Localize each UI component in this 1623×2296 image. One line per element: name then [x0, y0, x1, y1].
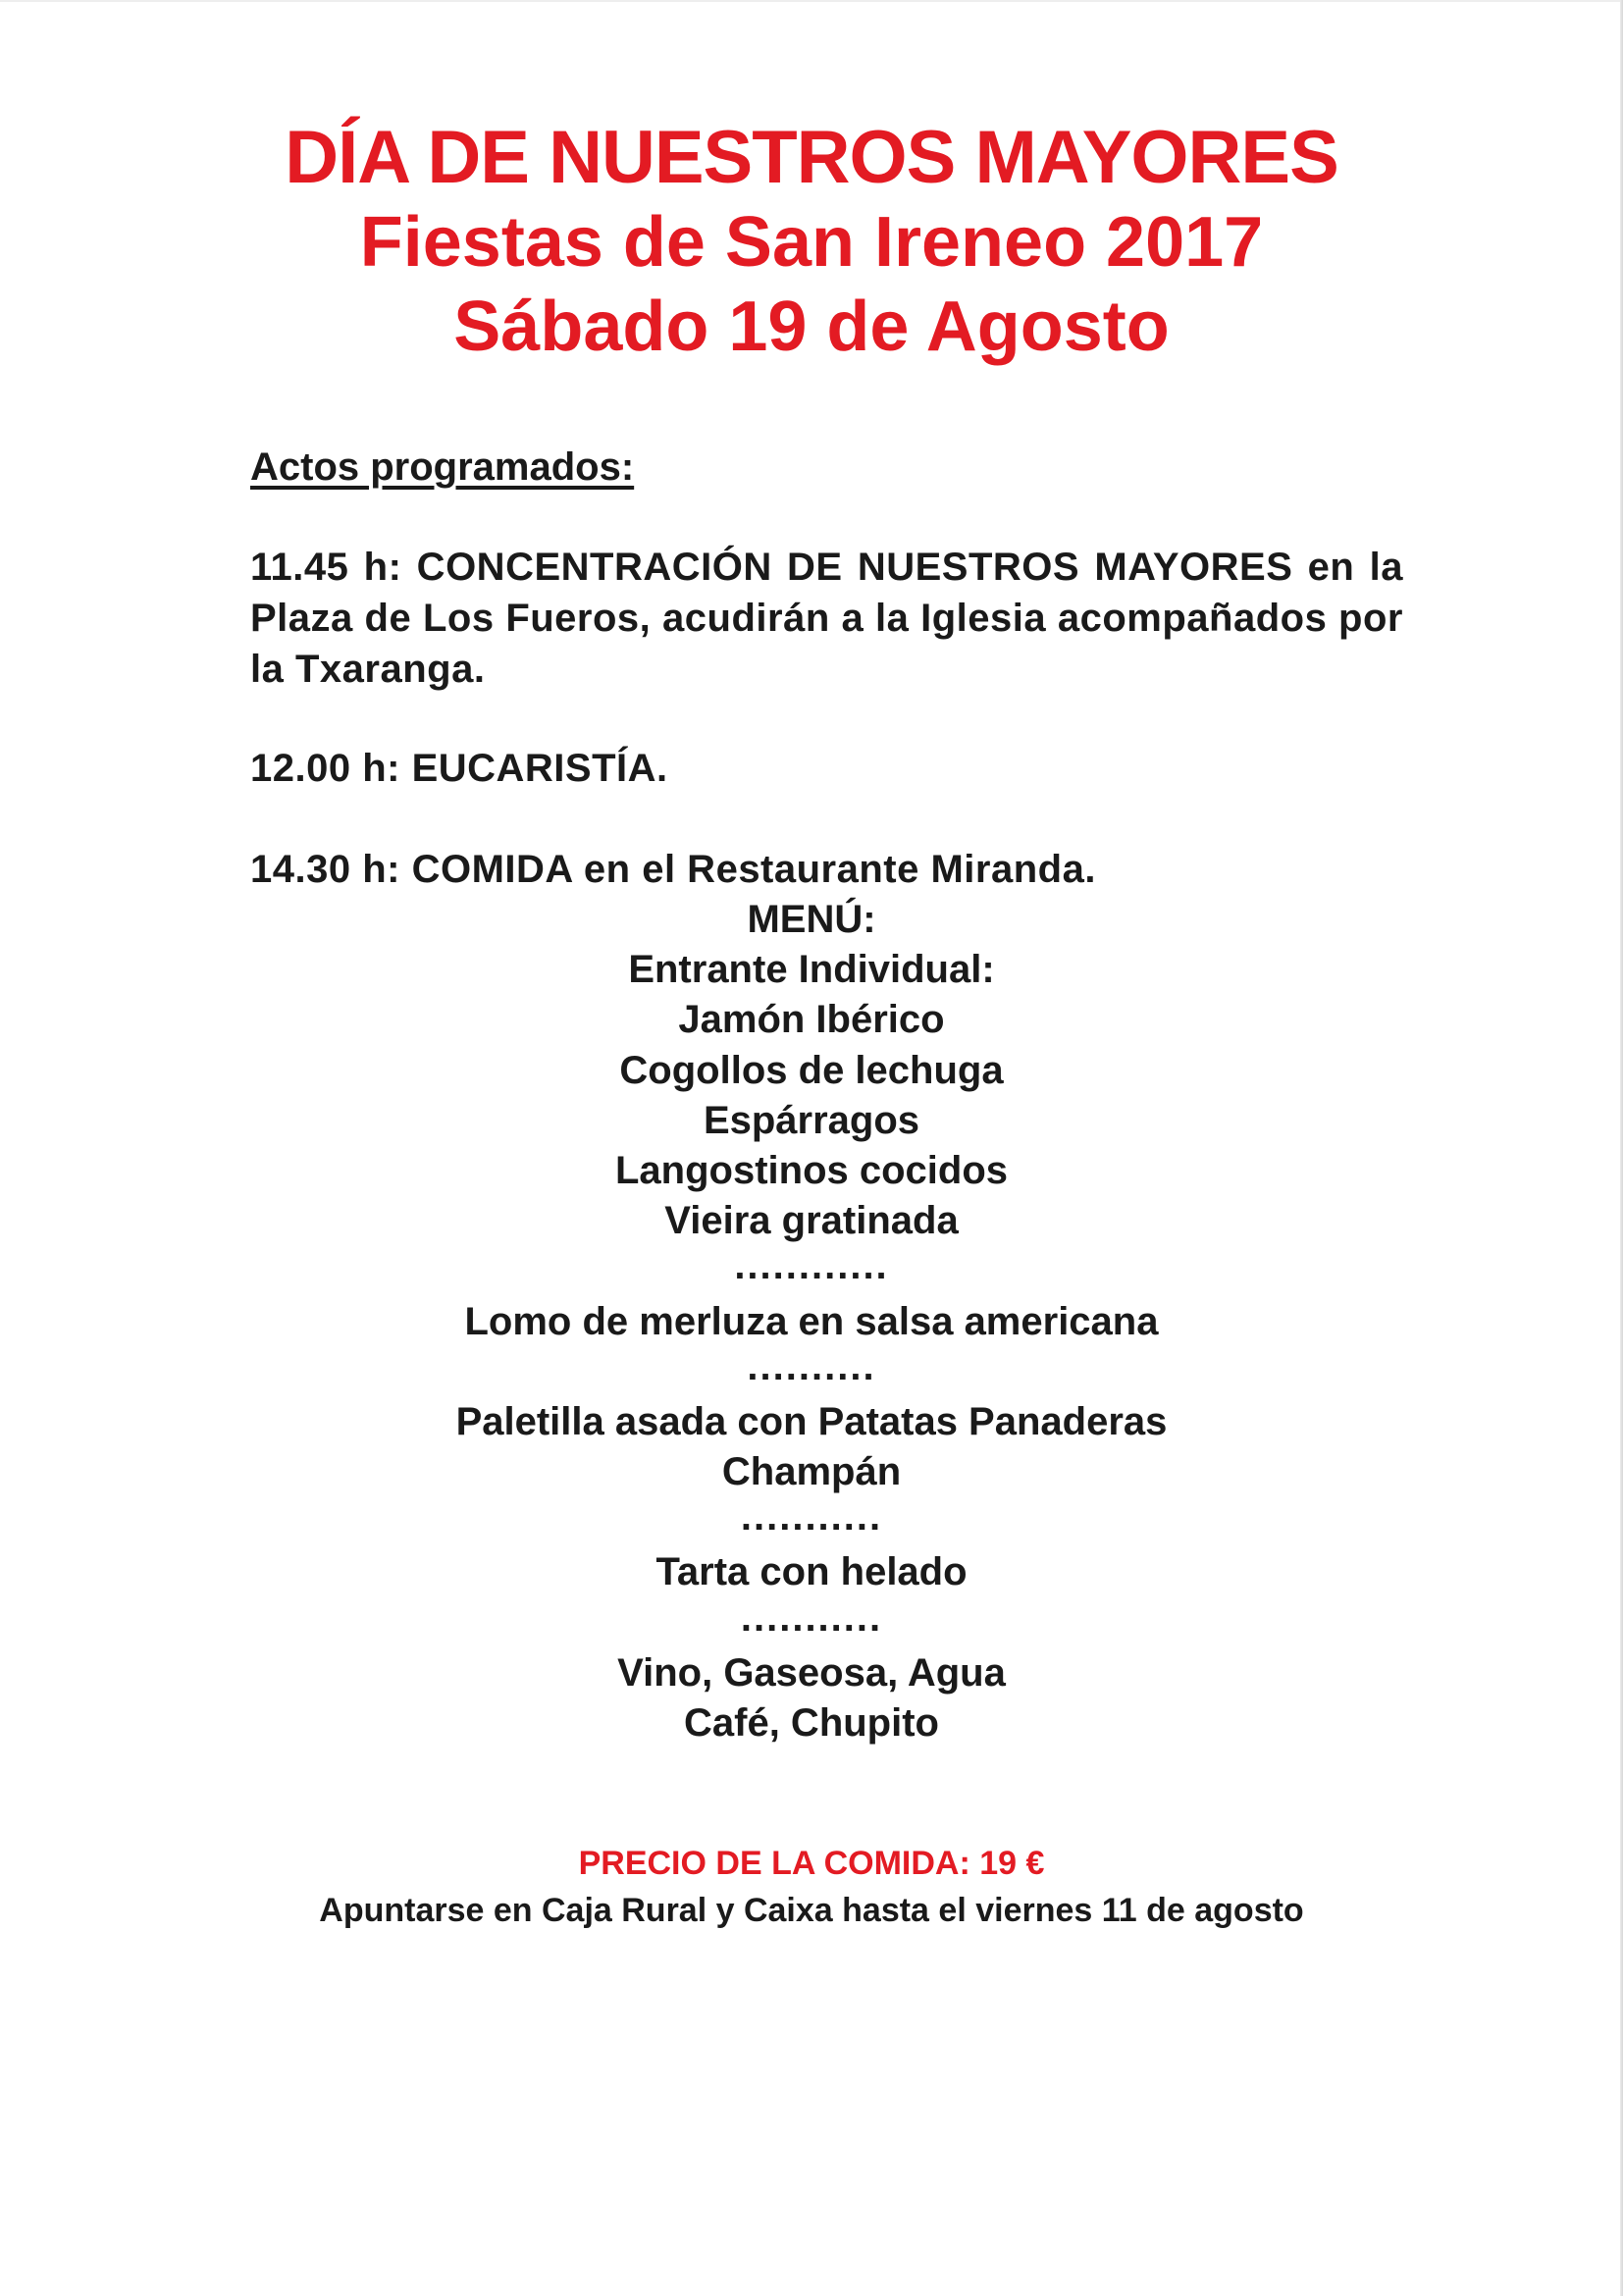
event-eucharist: 12.00 h: EUCARISTÍA. [250, 747, 668, 790]
menu-item: Vieira gratinada [664, 1199, 959, 1243]
program-heading: Actos programados: [250, 445, 635, 489]
subtitle-festival: Fiestas de San Ireneo 2017 [359, 203, 1264, 282]
menu-separator: ........... [740, 1495, 883, 1539]
menu-item: Café, Chupito [684, 1701, 939, 1745]
menu-item: Jamón Ibérico [678, 998, 945, 1042]
menu-block [0, 895, 1623, 1748]
menu-separator: ............ [734, 1244, 889, 1288]
event-concentration: 11.45 h: CONCENTRACIÓN DE NUESTROS MAYORES en la Plaza de Los Fueros, acudirán a la Iglesia acompañados por la Txaranga. [250, 546, 1403, 691]
menu-item: Tarta con helado [655, 1550, 968, 1594]
menu-separator: .......... [747, 1344, 876, 1388]
menu-item: Champán [721, 1450, 902, 1494]
menu-item: Lomo de merluza en salsa americana [464, 1299, 1159, 1343]
menu-item: Langostinos cocidos [614, 1148, 1009, 1192]
meal-price: PRECIO DE LA COMIDA: 19 € [578, 1845, 1045, 1882]
scan-edge-top [0, 0, 1623, 2]
menu-item: Espárragos [703, 1098, 920, 1142]
menu-starter-heading: Entrante Individual: [628, 948, 995, 992]
menu-item: Vino, Gaseosa, Agua [617, 1650, 1006, 1695]
event-lunch: 14.30 h: COMIDA en el Restaurante Miranda. [250, 848, 1096, 891]
title-block [0, 116, 1623, 369]
menu-heading: MENÚ: [747, 898, 876, 941]
subtitle-date: Sábado 19 de Agosto [453, 287, 1170, 366]
menu-item: Paletilla asada con Patatas Panaderas [455, 1399, 1168, 1443]
main-title: DÍA DE NUESTROS MAYORES [285, 116, 1338, 199]
signup-note: Apuntarse en Caja Rural y Caixa hasta el viernes 11 de agosto [319, 1892, 1304, 1929]
menu-item: Cogollos de lechuga [619, 1048, 1004, 1092]
menu-separator: ........... [740, 1595, 883, 1640]
